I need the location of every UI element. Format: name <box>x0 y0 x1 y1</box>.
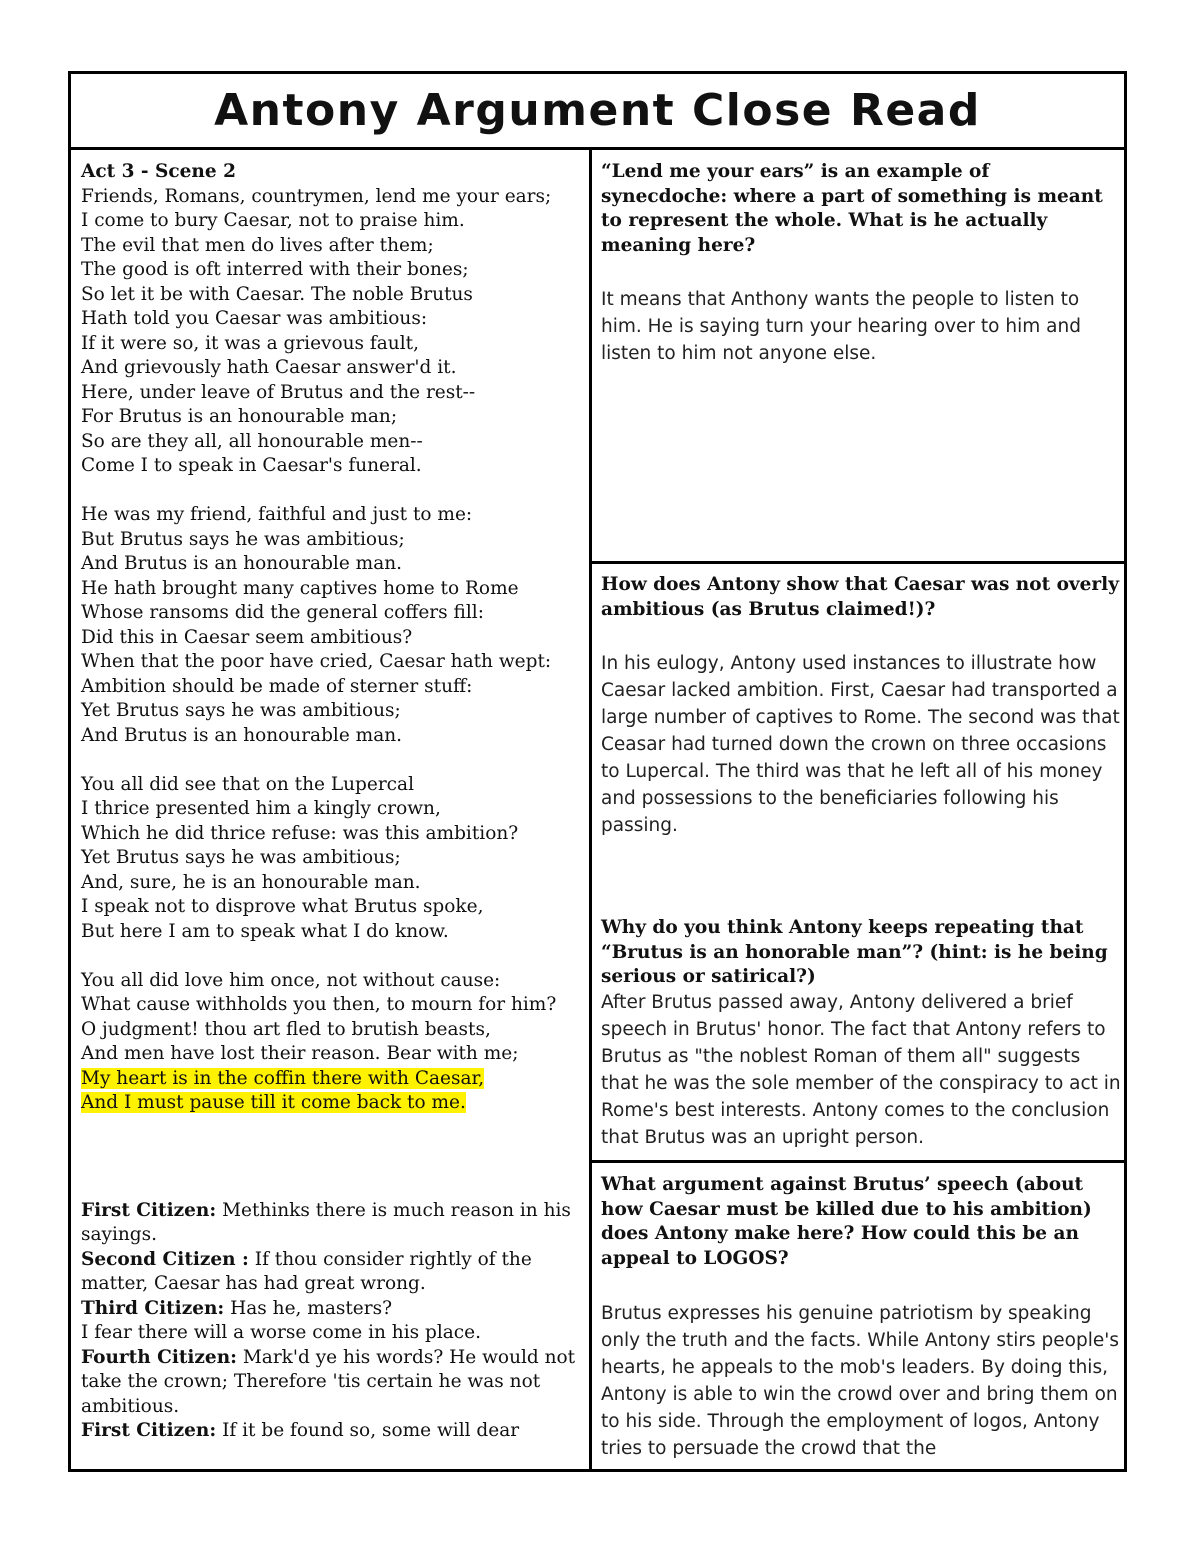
speaker-label: Fourth Citizen: <box>81 1346 237 1368</box>
speech-line: And grievously hath Caesar answer'd it. <box>81 357 457 378</box>
speech-line: Ambition should be made of sterner stuff: <box>81 675 473 697</box>
speech-line: And, sure, he is an honourable man. <box>81 871 421 893</box>
speech-line: You all did love him once, not without cause: <box>81 969 501 991</box>
question-2: How does Antony show that Caesar was not overly ambitious (as Brutus claimed!)? <box>601 574 1119 620</box>
speech-line: The good is oft interred with their bones; <box>81 259 469 280</box>
speech-line: The evil that men do lives after them; <box>81 234 434 256</box>
answer-3: After Brutus passed away, Antony delivered a brief speech in Brutus' honor. The fact that Antony refers to Brutus as "the noblest Roman of them all" suggests that he was the sole member of the conspiracy to act in Rome's best interests. Antony comes to the conclusion that Brutus was an upright person. <box>601 992 1121 1148</box>
speech-line: O judgment! thou art fled to brutish beasts, <box>81 1018 491 1040</box>
speech-line: But Brutus says he was ambitious; <box>81 528 405 550</box>
citizen-line: Second Citizen : If thou consider rightly of the matter, Caesar has had great wrong. <box>81 1248 532 1294</box>
stanza-2 <box>81 503 585 748</box>
speech-line: Whose ransoms did the general coffers fill: <box>81 602 484 623</box>
speech-line: What cause withholds you then, to mourn for him? <box>81 994 557 1015</box>
speech-column <box>81 160 585 1444</box>
speech-line: But here I am to speak what I do know. <box>81 920 449 942</box>
speech-line: And Brutus is an honourable man. <box>81 553 403 574</box>
speech-line: Hath told you Caesar was ambitious: <box>81 308 428 329</box>
stanza-3 <box>81 773 585 945</box>
answer-2: In his eulogy, Antony used instances to illustrate how Caesar lacked ambition. First, Caesar had transported a large number of captives to Rome. The second was that Ceasar had turned down the crown on three occasions to Lupercal. The third was that he left all of his money and possessions to the beneficiaries following his passing. <box>601 653 1120 836</box>
speech-line: Here, under leave of Brutus and the rest-- <box>81 381 476 403</box>
speaker-label: Third Citizen: <box>81 1297 225 1319</box>
speech-line: I come to bury Caesar, not to praise him. <box>81 210 465 231</box>
citizen-line: First Citizen: Methinks there is much reason in his sayings. <box>81 1199 571 1245</box>
speech-line: I speak not to disprove what Brutus spoke, <box>81 896 484 917</box>
question-1: “Lend me your ears” is an example of synecdoche: where a part of something is meant to represent the whole. What is he actually meaning here? <box>601 161 1103 256</box>
speech-line: I thrice presented him a kingly crown, <box>81 798 441 819</box>
speech-line: You all did see that on the Lupercal <box>81 773 414 795</box>
speaker-label: First Citizen: <box>81 1420 217 1441</box>
highlighted-line: And I must pause till it come back to me. <box>81 1092 466 1113</box>
scene-heading: Act 3 - Scene 2 <box>81 161 236 182</box>
page-title: Antony Argument Close Read <box>71 74 1124 150</box>
speech-line: Did this in Caesar seem ambitious? <box>81 626 413 648</box>
row-divider-1 <box>592 561 1124 564</box>
highlighted-line: My heart is in the coffin there with Caesar, <box>81 1067 485 1089</box>
speech-line: And men have lost their reason. Bear with me; <box>81 1043 519 1064</box>
speech-line: Yet Brutus says he was ambitious; <box>81 847 401 868</box>
speech-line: He hath brought many captives home to Rome <box>81 577 519 599</box>
speech-line: So are they all, all honourable men-- <box>81 430 423 452</box>
speech-line: When that the poor have cried, Caesar hath wept: <box>81 651 552 672</box>
speaker-label: Second Citizen : <box>81 1248 249 1270</box>
speech-line: So let it be with Caesar. The noble Brutus <box>81 283 473 305</box>
column-divider <box>589 150 592 1472</box>
speech-line: He was my friend, faithful and just to me: <box>81 504 473 525</box>
citizens-dialogue <box>81 1199 585 1444</box>
speech-line: Friends, Romans, countrymen, lend me your ears; <box>81 185 552 207</box>
answer-1: It means that Anthony wants the people to listen to him. He is saying turn your hearing over to him and listen to him not anyone else. <box>601 289 1081 364</box>
speech-line: Which he did thrice refuse: was this ambition? <box>81 822 519 844</box>
speech-line: Come I to speak in Caesar's funeral. <box>81 455 422 476</box>
stanza-1 <box>81 185 585 479</box>
speaker-label: First Citizen: <box>81 1199 217 1221</box>
row-divider-2 <box>592 1160 1124 1163</box>
question-3: Why do you think Antony keeps repeating that “Brutus is an honorable man”? (hint: is he being serious or satirical?) <box>601 917 1108 987</box>
answer-4: Brutus expresses his genuine patriotism by speaking only the truth and the facts. While Antony stirs people's hearts, he appeals to the mob's leaders. By doing this, Antony is able to win the crowd over and bring them on to his side. Through the employment of logos, Antony tries to persuade the crowd that the <box>601 1303 1119 1459</box>
speech-line: If it were so, it was a grievous fault, <box>81 332 419 354</box>
stanza-4 <box>81 969 585 1116</box>
speech-line: Yet Brutus says he was ambitious; <box>81 700 401 721</box>
speech-line: And Brutus is an honourable man. <box>81 724 403 746</box>
worksheet-table <box>68 71 1127 1472</box>
question-4: What argument against Brutus’ speech (about how Caesar must be killed due to his ambition) does Antony make here? How could this be an appeal to LOGOS? <box>601 1174 1092 1269</box>
citizen-line: First Citizen: If it be found so, some will dear <box>81 1420 520 1441</box>
citizen-line: Third Citizen: Has he, masters? <box>81 1297 392 1319</box>
citizen-line: I fear there will a worse come in his place. <box>81 1322 481 1343</box>
citizen-line: Fourth Citizen: Mark'd ye his words? He would not take the crown; Therefore 'tis certain he was not ambitious. <box>81 1346 576 1417</box>
speech-line: For Brutus is an honourable man; <box>81 406 398 427</box>
